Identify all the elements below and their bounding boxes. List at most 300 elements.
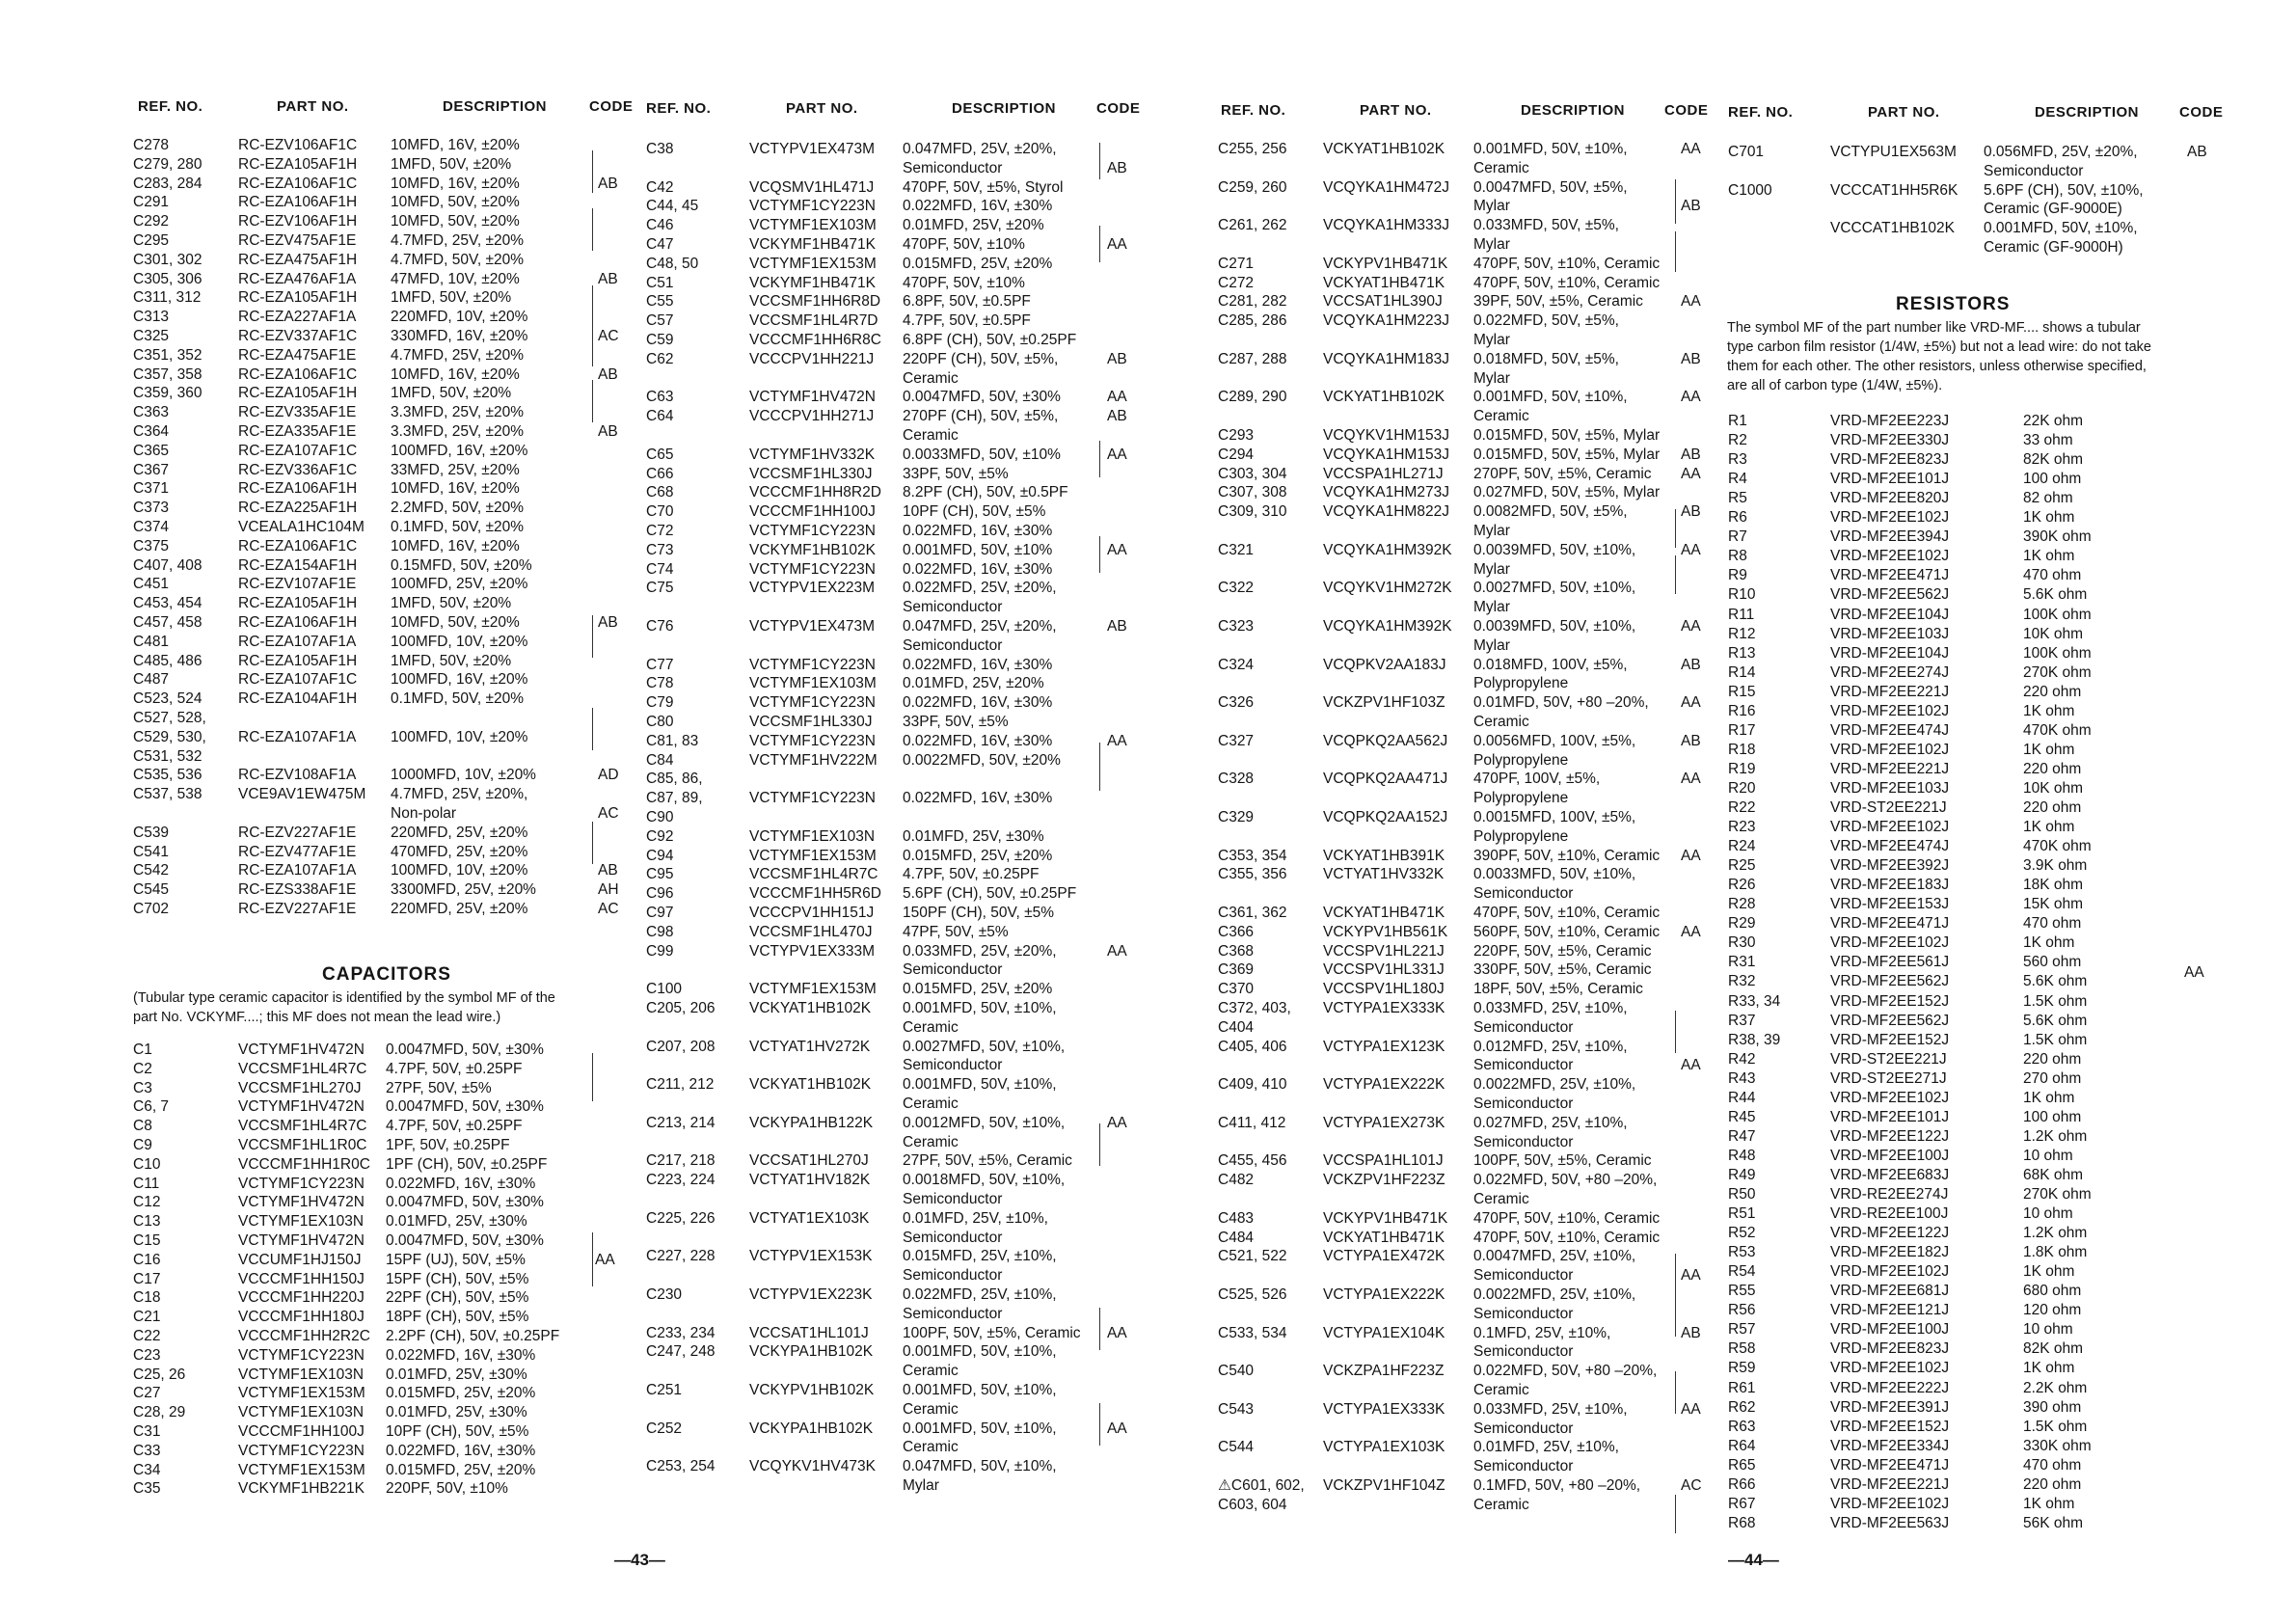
code: AB <box>1107 159 1127 176</box>
part-no: VCKYPA1HB102K <box>749 1420 874 1437</box>
part-no: VCTYMF1EX103M <box>749 675 877 692</box>
description: 0.0047MFD, 50V, ±30% <box>903 389 1061 406</box>
ref-no: C537, 538 <box>133 786 203 803</box>
part-no: VCQPKQ2AA562J <box>1323 732 1448 749</box>
part-no: VRD-MF2EE102J <box>1830 1263 1950 1281</box>
ref-no: C542 <box>133 862 170 879</box>
ref-no: C294 <box>1218 446 1255 463</box>
part-no: VCTYPU1EX563M <box>1830 144 1957 160</box>
ref-no: C255, 256 <box>1218 141 1287 157</box>
ref-no: C283, 284 <box>133 175 203 192</box>
code-bracket <box>1675 509 1676 548</box>
description: Semiconductor <box>903 1057 1003 1074</box>
part-no: VCCSMF1HL4R7C <box>749 866 878 883</box>
description: 220 ohm <box>2023 1050 2082 1068</box>
ref-no: C368 <box>1218 942 1255 960</box>
capacitors-title: CAPACITORS <box>322 964 451 985</box>
description: 22PF (CH), 50V, ±5% <box>386 1289 529 1307</box>
ref-no: C230 <box>646 1286 683 1303</box>
description: 220MFD, 25V, ±20% <box>391 824 528 841</box>
header-ref-no: REF. NO. <box>646 100 712 117</box>
part-no: VCKYPV1HB561K <box>1323 923 1448 940</box>
ref-no: C603, 604 <box>1218 1496 1287 1513</box>
part-no: VCQYKA1HM392K <box>1323 541 1452 558</box>
description: 10PF (CH), 50V, ±5% <box>386 1423 529 1440</box>
description: 0.0039MFD, 50V, ±10%, <box>1473 618 1636 635</box>
ref-no: C9 <box>133 1137 152 1153</box>
ref-no: C535, 536 <box>133 767 203 784</box>
ref-no: C213, 214 <box>646 1114 716 1131</box>
ref-no: C361, 362 <box>1218 905 1287 921</box>
description: 0.022MFD, 16V, ±30% <box>386 1175 536 1192</box>
part-no: VCKYAT1HB471K <box>1323 905 1445 921</box>
description: 100PF, 50V, ±5%, Ceramic <box>903 1324 1081 1341</box>
code-bracket <box>592 324 593 366</box>
part-no: VCCSAT1HL270J <box>749 1152 869 1170</box>
description: 0.022MFD, 25V, ±10%, <box>903 1286 1057 1303</box>
code-bracket <box>1099 743 1100 791</box>
description: 100MFD, 16V, ±20% <box>391 442 528 459</box>
ref-no: C271 <box>1218 255 1255 272</box>
description: Ceramic <box>903 1363 959 1380</box>
part-no: VCTYPV1EX333M <box>749 942 876 960</box>
ref-no: C525, 526 <box>1218 1286 1287 1303</box>
ref-no: C357, 358 <box>133 365 203 383</box>
part-no: VRD-MF2EE223J <box>1830 413 1950 429</box>
description: 5.6K ohm <box>2023 973 2088 990</box>
ref-no: R32 <box>1728 973 1756 990</box>
ref-no: C313 <box>133 309 170 326</box>
ref-no: C701 <box>1728 144 1765 160</box>
description: 10K ohm <box>2023 625 2084 642</box>
part-no: VCKZPV1HF104Z <box>1323 1477 1445 1494</box>
part-no: VCKYMF1HB471K <box>749 274 876 291</box>
part-no: VCCSMF1HH6R8D <box>749 293 881 311</box>
description: Semiconductor <box>903 599 1003 616</box>
description: 220PF (CH), 50V, ±5%, <box>903 350 1059 367</box>
description: 0.0047MFD, 50V, ±30% <box>386 1194 544 1211</box>
description: Ceramic <box>903 1400 959 1418</box>
part-no: VRD-MF2EE122J <box>1830 1225 1950 1242</box>
part-no: VRD-MF2EE561J <box>1830 954 1950 971</box>
description: 0.022MFD, 16V, ±30% <box>903 523 1053 539</box>
ref-no: C328 <box>1218 771 1255 788</box>
ref-no: C94 <box>646 847 674 864</box>
description: 390PF, 50V, ±10%, Ceramic <box>1473 847 1661 864</box>
part-no: VRD-MF2EE681J <box>1830 1283 1950 1300</box>
part-no: VRD-MF2EE221J <box>1830 1475 1950 1493</box>
ref-no: C702 <box>133 901 170 917</box>
header-part-no: PART NO. <box>277 98 349 115</box>
ref-no: R26 <box>1728 877 1756 894</box>
code: AC <box>1681 1477 1702 1494</box>
ref-no: R1 <box>1728 413 1747 429</box>
description: 10 ohm <box>2023 1205 2073 1223</box>
ref-no: C367 <box>133 461 170 478</box>
ref-no: R14 <box>1728 663 1756 681</box>
code: AB <box>598 270 618 287</box>
description: Mylar <box>1473 236 1510 253</box>
part-no: VCQYKA1HM273J <box>1323 484 1449 501</box>
part-no: VCCCPV1HH221J <box>749 350 875 367</box>
part-no: VCTYPV1EX223M <box>749 580 876 597</box>
description: Mylar <box>1473 198 1510 215</box>
code-bracket <box>1675 1495 1676 1533</box>
description: Semiconductor <box>1473 1057 1574 1074</box>
ref-no: C21 <box>133 1309 161 1326</box>
ref-no: C363 <box>133 404 170 421</box>
ref-no: R24 <box>1728 838 1756 855</box>
description: 0.0027MFD, 50V, ±10%, <box>903 1038 1066 1055</box>
ref-no: C22 <box>133 1328 161 1344</box>
ref-no: C225, 226 <box>646 1209 716 1227</box>
part-no: VCTYMF1HV472N <box>238 1098 365 1116</box>
description: 3.3MFD, 25V, ±20% <box>391 423 525 440</box>
part-no: VCCSMF1HL4R7C <box>238 1060 367 1077</box>
code-bracket <box>1099 1308 1100 1350</box>
description: 1000MFD, 10V, ±20% <box>391 767 536 784</box>
ref-no: C543 <box>1218 1400 1255 1418</box>
part-no: VCTYMF1CY223N <box>749 694 876 712</box>
ref-no: C217, 218 <box>646 1152 716 1170</box>
description: 4.7PF, 50V, ±0.25PF <box>386 1118 523 1135</box>
part-no: VRD-MF2EE392J <box>1830 857 1950 875</box>
part-no: VCCCMF1HH6R8C <box>749 332 881 348</box>
ref-no: C1000 <box>1728 181 1772 199</box>
part-no: VCKZPV1HF103Z <box>1323 694 1445 712</box>
ref-no: C207, 208 <box>646 1038 716 1055</box>
description: 470PF, 100V, ±5%, <box>1473 771 1601 788</box>
ref-no: C3 <box>133 1079 152 1096</box>
description: 1K ohm <box>2023 741 2075 758</box>
ref-no: R2 <box>1728 432 1747 449</box>
part-no: VCKYAT1HB102K <box>749 1000 872 1016</box>
part-no: VRD-MF2EE102J <box>1830 1495 1950 1512</box>
description: 0.047MFD, 25V, ±20%, <box>903 141 1057 157</box>
ref-no: C482 <box>1218 1172 1255 1189</box>
description: 0.047MFD, 50V, ±10%, <box>903 1458 1057 1475</box>
description: 0.01MFD, 25V, ±20% <box>903 217 1044 234</box>
description: Semiconductor <box>903 1191 1003 1207</box>
part-no: VRD-MF2EE391J <box>1830 1398 1950 1416</box>
description: Mylar <box>1473 369 1510 387</box>
ref-no: ⚠C601, 602, <box>1218 1477 1305 1494</box>
description: 2.2MFD, 50V, ±20% <box>391 500 525 517</box>
ref-no: C371 <box>133 480 170 498</box>
ref-no: C373 <box>133 500 170 517</box>
description: 220 ohm <box>2023 760 2082 777</box>
part-no: RC-EZV106AF1C <box>238 137 358 153</box>
ref-no: C404 <box>1218 1018 1255 1036</box>
ref-no: R37 <box>1728 1012 1756 1029</box>
description: 10 ohm <box>2023 1147 2073 1164</box>
part-no: RC-EZA104AF1H <box>238 690 358 708</box>
description: 10MFD, 16V, ±20% <box>391 175 520 192</box>
ref-no: C63 <box>646 389 674 406</box>
part-no: VRD-ST2EE271J <box>1830 1069 1947 1087</box>
code: AB <box>1681 198 1701 215</box>
part-no: VCQYKA1HM472J <box>1323 178 1449 196</box>
code: AA <box>1681 1057 1701 1074</box>
description: Semiconductor <box>903 1267 1003 1285</box>
description: 5.6K ohm <box>2023 1012 2088 1029</box>
part-no: RC-EZV477AF1E <box>238 843 357 860</box>
description: 470 ohm <box>2023 915 2082 933</box>
ref-no: C251 <box>646 1382 683 1398</box>
ref-no: C307, 308 <box>1218 484 1287 501</box>
description: 470PF, 50V, ±10%, Ceramic <box>1473 905 1661 921</box>
ref-no: R25 <box>1728 857 1756 875</box>
part-no: VCCUMF1HJ150J <box>238 1251 362 1268</box>
description: 0.0033MFD, 50V, ±10%, <box>1473 866 1636 883</box>
ref-no: C292 <box>133 213 170 230</box>
description: Polypropylene <box>1473 827 1569 845</box>
description: 4.7MFD, 25V, ±20%, <box>391 786 528 803</box>
description: 100MFD, 10V, ±20% <box>391 862 528 879</box>
description: 33 ohm <box>2023 432 2073 449</box>
description: 0.1MFD, 50V, +80 –20%, <box>1473 1477 1641 1494</box>
ref-no: C293 <box>1218 427 1255 444</box>
part-no: VCTYMF1EX103N <box>238 1213 365 1231</box>
description: 220MFD, 25V, ±20% <box>391 901 528 917</box>
description: 0.022MFD, 16V, ±30% <box>903 790 1053 807</box>
ref-no: R49 <box>1728 1166 1756 1183</box>
part-no: VCQYKA1HM223J <box>1323 312 1449 330</box>
description: 0.0039MFD, 50V, ±10%, <box>1473 541 1636 558</box>
part-no: VRD-MF2EE152J <box>1830 992 1950 1010</box>
part-no: VCTYAT1HV332K <box>1323 866 1445 883</box>
part-no: VCQYKV1HM272K <box>1323 580 1452 597</box>
ref-no: C291 <box>133 194 170 211</box>
description: 39PF, 50V, ±5%, Ceramic <box>1473 293 1643 311</box>
description: 0.022MFD, 50V, +80 –20%, <box>1473 1363 1658 1380</box>
ref-no: C287, 288 <box>1218 350 1287 367</box>
description: Ceramic <box>903 1439 959 1456</box>
description: 120 ohm <box>2023 1302 2082 1319</box>
part-no: VCTYPV1EX473M <box>749 141 876 157</box>
part-no: VRD-MF2EE683J <box>1830 1166 1950 1183</box>
part-no: RC-EZS338AF1E <box>238 881 357 899</box>
description: 8.2PF (CH), 50V, ±0.5PF <box>903 484 1068 501</box>
code: AA <box>1107 236 1127 253</box>
part-no: VCCCMF1HH2R2C <box>238 1328 370 1344</box>
ref-no: C323 <box>1218 618 1255 635</box>
description: 470PF, 50V, ±10% <box>903 236 1025 253</box>
part-no: VRD-MF2EE471J <box>1830 567 1950 584</box>
ref-no: R20 <box>1728 779 1756 797</box>
part-no: VCTYMF1CY223N <box>749 198 876 215</box>
code: AB <box>1681 1324 1701 1341</box>
description: 100 ohm <box>2023 1108 2082 1125</box>
code: AA <box>1681 694 1701 712</box>
description: 0.01MFD, 25V, ±30% <box>386 1404 527 1421</box>
part-no: VCTYMF1EX103N <box>238 1366 365 1383</box>
ref-no: R55 <box>1728 1283 1756 1300</box>
code: AC <box>598 328 619 344</box>
description: 0.01MFD, 25V, ±20% <box>903 675 1044 692</box>
ref-no: C366 <box>1218 923 1255 940</box>
part-no: RC-EZA106AF1H <box>238 480 358 498</box>
description: 1PF, 50V, ±0.25PF <box>386 1137 510 1153</box>
code-bracket <box>1099 1123 1100 1166</box>
description: 1.2K ohm <box>2023 1127 2088 1145</box>
part-no: VCQYKV1HV473K <box>749 1458 876 1475</box>
part-no: VCCSAT1HL101J <box>749 1324 869 1341</box>
description: 0.0022MFD, 50V, ±20% <box>903 751 1061 769</box>
description: 0.15MFD, 50V, ±20% <box>391 556 532 574</box>
ref-no: C326 <box>1218 694 1255 712</box>
ref-no: R5 <box>1728 490 1747 507</box>
description: 470PF, 50V, ±5%, Styrol <box>903 178 1064 196</box>
description: 0.027MFD, 25V, ±10%, <box>1473 1114 1628 1131</box>
ref-no: C329 <box>1218 809 1255 825</box>
part-no: RC-EZA105AF1H <box>238 155 358 173</box>
part-no: VRD-MF2EE104J <box>1830 644 1950 662</box>
part-no: VCQPKQ2AA152J <box>1323 809 1448 825</box>
description: Ceramic <box>903 1096 959 1112</box>
ref-no: C2 <box>133 1060 152 1077</box>
code: AB <box>1107 350 1127 367</box>
description: Mylar <box>1473 636 1510 654</box>
description: Polypropylene <box>1473 790 1569 807</box>
ref-no: C289, 290 <box>1218 389 1287 406</box>
description: 0.0027MFD, 50V, ±10%, <box>1473 580 1636 597</box>
code: AA <box>1107 541 1127 558</box>
ref-no: C485, 486 <box>133 652 203 669</box>
description: 0.0022MFD, 25V, ±10%, <box>1473 1286 1636 1303</box>
ref-no: C544 <box>1218 1439 1255 1456</box>
description: Semiconductor <box>903 159 1003 176</box>
description: Mylar <box>903 1477 939 1494</box>
part-no: VCTYMF1CY223N <box>238 1175 365 1192</box>
part-no: VCTYMF1EX153M <box>749 981 877 998</box>
description: Semiconductor <box>1473 1420 1574 1437</box>
ref-no: C233, 234 <box>646 1324 716 1341</box>
description: 470K ohm <box>2023 838 2092 855</box>
ref-no: C38 <box>646 141 674 157</box>
description: 0.056MFD, 25V, ±20%, <box>1984 144 2138 160</box>
part-no: VCQPKQ2AA471J <box>1323 771 1448 788</box>
description: Semiconductor <box>1473 1018 1574 1036</box>
ref-no: C17 <box>133 1270 161 1287</box>
code-bracket <box>1099 143 1100 179</box>
part-no: VCKYMF1HB221K <box>238 1480 365 1498</box>
description: 0.0082MFD, 50V, ±5%, <box>1473 503 1628 521</box>
part-no: VRD-MF2EE820J <box>1830 490 1950 507</box>
description: 0.001MFD, 50V, ±10%, <box>1473 389 1628 406</box>
code-bracket <box>592 1232 593 1275</box>
description: Semiconductor <box>1473 1096 1574 1112</box>
ref-no: R4 <box>1728 471 1747 488</box>
ref-no: C23 <box>133 1346 161 1364</box>
part-no: RC-EZA107AF1C <box>238 442 358 459</box>
ref-no: R58 <box>1728 1340 1756 1358</box>
part-no: VCTYPA1EX104K <box>1323 1324 1445 1341</box>
description: 560 ohm <box>2023 954 2082 971</box>
description: 220 ohm <box>2023 799 2082 816</box>
description: 18K ohm <box>2023 877 2084 894</box>
ref-no: R57 <box>1728 1321 1756 1339</box>
ref-no: C77 <box>646 656 674 673</box>
part-no: VCCSMF1HL4R7C <box>238 1118 367 1135</box>
description: 27PF, 50V, ±5% <box>386 1079 492 1096</box>
ref-no: C285, 286 <box>1218 312 1287 330</box>
description: 4.7MFD, 25V, ±20% <box>391 346 525 364</box>
description: 10MFD, 16V, ±20% <box>391 365 520 383</box>
description: 0.022MFD, 50V, ±5%, <box>1473 312 1619 330</box>
ref-no: C34 <box>133 1461 161 1478</box>
part-no: VCCCMF1HH100J <box>238 1423 365 1440</box>
description: 270PF, 50V, ±5%, Ceramic <box>1473 465 1652 482</box>
description: Semiconductor <box>1473 885 1574 903</box>
part-no: VRD-MF2EE334J <box>1830 1437 1950 1454</box>
description: 1.5K ohm <box>2023 1031 2088 1048</box>
ref-no: R43 <box>1728 1069 1756 1087</box>
code: AA <box>1681 847 1701 864</box>
ref-no: R13 <box>1728 644 1756 662</box>
part-no: VCTYMF1HV332K <box>749 446 876 463</box>
description: 1K ohm <box>2023 509 2075 527</box>
description: 15K ohm <box>2023 896 2084 913</box>
description: 0.015MFD, 25V, ±20% <box>386 1385 536 1402</box>
code: AB <box>1107 408 1127 425</box>
part-no: VRD-MF2EE221J <box>1830 683 1950 700</box>
description: 220 ohm <box>2023 683 2082 700</box>
description: 0.0047MFD, 50V, ±30% <box>386 1232 544 1249</box>
part-no: VCKYAT1HB102K <box>1323 141 1445 157</box>
ref-no: C70 <box>646 503 674 521</box>
part-no: VRD-MF2EE222J <box>1830 1379 1950 1396</box>
header-ref-no: REF. NO. <box>1221 102 1286 119</box>
ref-no: C31 <box>133 1423 161 1440</box>
ref-no: C261, 262 <box>1218 217 1287 234</box>
description: 4.7PF, 50V, ±0.25PF <box>386 1060 523 1077</box>
ref-no: C92 <box>646 827 674 845</box>
description: 4.7PF, 50V, ±0.5PF <box>903 312 1031 330</box>
part-no: VRD-MF2EE103J <box>1830 625 1950 642</box>
part-no: VRD-MF2EE563J <box>1830 1514 1950 1531</box>
ref-no: R16 <box>1728 702 1756 719</box>
description: 0.0056MFD, 100V, ±5%, <box>1473 732 1636 749</box>
ref-no: C65 <box>646 446 674 463</box>
description: 100K ohm <box>2023 606 2092 623</box>
description: 27PF, 50V, ±5%, Ceramic <box>903 1152 1072 1170</box>
description: Semiconductor <box>903 1305 1003 1322</box>
description: Mylar <box>1473 560 1510 578</box>
ref-no: R61 <box>1728 1379 1756 1396</box>
ref-no: C374 <box>133 519 170 535</box>
ref-no: C364 <box>133 423 170 440</box>
description: 1.2K ohm <box>2023 1225 2088 1242</box>
code-bracket <box>592 822 593 864</box>
description: 1PF (CH), 50V, ±0.25PF <box>386 1155 548 1173</box>
ref-no: R19 <box>1728 760 1756 777</box>
ref-no: R66 <box>1728 1475 1756 1493</box>
part-no: VCTYPA1EX333K <box>1323 1000 1445 1016</box>
code: AA <box>1681 923 1701 940</box>
part-no: RC-EZA475AF1E <box>238 346 357 364</box>
header-description: DESCRIPTION <box>1521 102 1626 119</box>
code-bracket <box>1675 555 1676 594</box>
part-no: VCQYKA1HM183J <box>1323 350 1449 367</box>
ref-no: C483 <box>1218 1209 1255 1227</box>
description: 0.022MFD, 50V, +80 –20%, <box>1473 1172 1658 1189</box>
ref-no: C99 <box>646 942 674 960</box>
part-no: VCCCMF1HH150J <box>238 1270 365 1287</box>
ref-no: C409, 410 <box>1218 1076 1287 1094</box>
description: 3.9K ohm <box>2023 857 2088 875</box>
description: Ceramic <box>1473 408 1529 425</box>
